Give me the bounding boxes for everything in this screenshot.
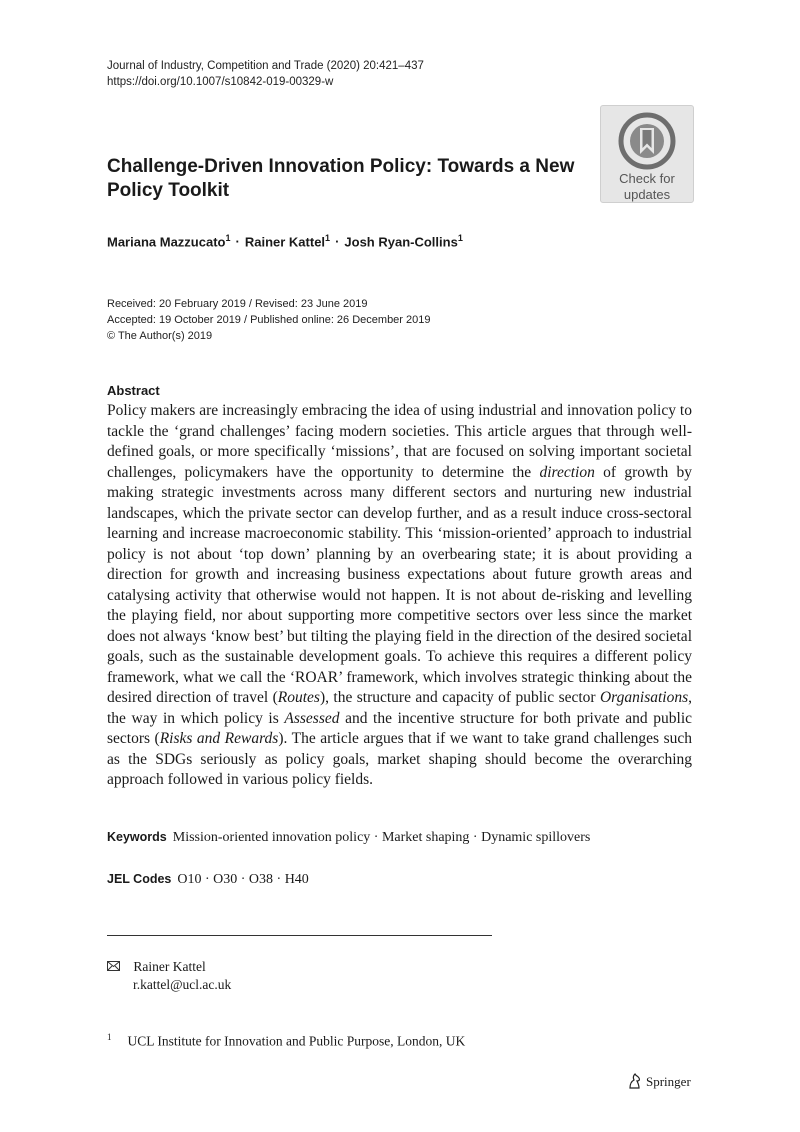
doi-link[interactable]: https://doi.org/10.1007/s10842-019-00329-w bbox=[107, 76, 334, 88]
history-received: Received: 20 February 2019 / Revised: 23 June 2019 bbox=[107, 298, 368, 310]
jel-label: JEL Codes bbox=[107, 872, 172, 886]
check-text-line1: Check for bbox=[619, 171, 675, 186]
abstract-heading: Abstract bbox=[107, 383, 160, 398]
abstract-text: Policy makers are increasingly embracing the idea of using industrial and innovation policy to tackle the ‘grand challenges’ facing modern societies. This article argues that through well-defined goals, or more specifically ‘missions’, that are focused on solving important societal challenges, policymakers have the opportunity to determine the bbox=[107, 402, 692, 481]
springer-horse-icon bbox=[627, 1073, 643, 1089]
keywords-line bbox=[107, 828, 697, 846]
springer-logo bbox=[627, 1073, 691, 1090]
affiliation-text: UCL Institute for Innovation and Public Purpose, London, UK bbox=[127, 1033, 466, 1049]
abstract-text: and the incentive structure for both private and public sectors ( bbox=[107, 709, 693, 747]
author-affil-marker: 1 bbox=[457, 233, 463, 243]
keywords-label: Keywords bbox=[107, 830, 167, 844]
author-name[interactable]: Mariana Mazzucato bbox=[107, 234, 226, 250]
abstract-section bbox=[107, 382, 692, 791]
abstract-emphasis: Routes bbox=[277, 689, 320, 706]
journal-citation: Journal of Industry, Competition and Trade (2020) 20:421–437 bbox=[107, 60, 424, 72]
abstract-body bbox=[107, 401, 692, 791]
check-for-updates-badge[interactable] bbox=[600, 105, 694, 203]
article-title: Challenge-Driven Innovation Policy: Towards a New Policy Toolkit bbox=[107, 156, 575, 201]
abstract-text: ), the structure and capacity of public sector bbox=[319, 689, 600, 706]
abstract-emphasis: Assessed bbox=[284, 709, 340, 727]
copyright-line: © The Author(s) 2019 bbox=[107, 330, 213, 342]
abstract-emphasis: Organisations bbox=[599, 689, 689, 706]
correspondence-email[interactable]: r.kattel@ucl.ac.uk bbox=[133, 977, 232, 992]
author-affil-marker: 1 bbox=[325, 233, 331, 243]
history-accepted: Accepted: 19 October 2019 / Published online: 26 December 2019 bbox=[107, 314, 431, 326]
envelope-icon bbox=[107, 958, 121, 976]
abstract-emphasis: direction bbox=[539, 463, 595, 481]
affiliation-number: 1 bbox=[107, 1032, 112, 1042]
correspondence-name: Rainer Kattel bbox=[133, 959, 206, 974]
abstract-text: ). The article argues that if we want to take grand challenges such as the SDGs seriously as policy goals, market shaping should become the overarching approach followed in various policy fields. bbox=[107, 730, 692, 788]
article-history bbox=[107, 296, 431, 344]
affiliation-footnote bbox=[107, 1032, 465, 1050]
abstract-text: of growth by making strategic investments across many different sectors and nurturing new industrial landscapes, which the private sector can develop further, and as a result induce cross-sectoral learning and increase macroeconomic stability. This ‘mission-oriented’ approach to industrial policy is not about ‘top down’ planning by an overbearing state; it is about providing a direction for growth and increasing business expectations about future growth areas and catalysing activity that otherwise would not happen. It is not about de-risking and levelling the playing field, nor about supporting more competitive sectors over less since the market does not always ‘know best’ but tilting the playing field in the direction of the desired societal goals, such as the sustainable development goals. To achieve this requires a different policy framework, what we call the ‘ROAR’ framework, which involves strategic thinking about the desired direction of travel ( bbox=[107, 463, 693, 706]
publisher-name: Springer bbox=[646, 1074, 691, 1089]
keywords-text: Mission-oriented innovation policy · Market shaping · Dynamic spillovers bbox=[172, 830, 591, 845]
check-updates-icon bbox=[618, 112, 676, 170]
author-name[interactable]: Josh Ryan-Collins bbox=[344, 234, 458, 250]
correspondence-block bbox=[107, 958, 231, 994]
journal-header bbox=[107, 58, 424, 90]
check-text-line2: updates bbox=[623, 187, 671, 202]
author-name[interactable]: Rainer Kattel bbox=[244, 234, 326, 250]
author-list bbox=[107, 233, 463, 249]
footnote-divider bbox=[107, 935, 492, 936]
abstract-text: , the way in which policy is bbox=[107, 689, 692, 727]
author-separator: · bbox=[335, 234, 340, 250]
author-affil-marker: 1 bbox=[225, 233, 231, 243]
author-separator: · bbox=[235, 234, 240, 250]
jel-codes-line bbox=[107, 870, 309, 888]
jel-codes: O10 · O30 · O38 · H40 bbox=[177, 872, 309, 887]
abstract-emphasis: Risks and Rewards bbox=[159, 730, 279, 747]
